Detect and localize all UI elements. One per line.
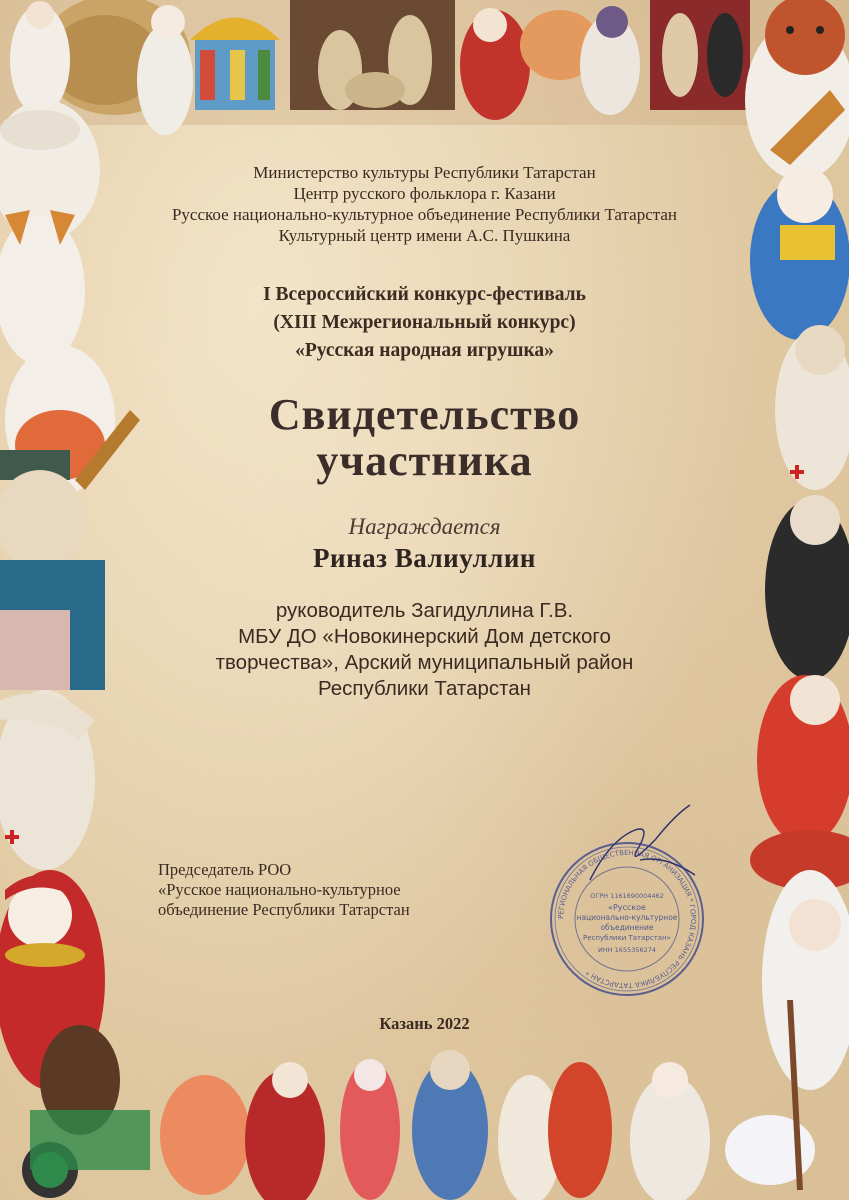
organizer-line: Культурный центр имени А.С. Пушкина	[278, 226, 571, 245]
details-line: руководитель Загидуллина Г.В.	[275, 599, 574, 622]
festival-line: I Всероссийский конкурс-фестиваль	[263, 284, 586, 305]
seal-inner-line: «Русское	[608, 903, 646, 912]
festival-line: (XIII Межрегиональный конкурс)	[273, 312, 576, 333]
chairman-line: объединение Республики Татарстан	[158, 900, 410, 919]
organization-seal	[548, 840, 706, 998]
recipient-details	[0, 598, 849, 702]
details-line: МБУ ДО «Новокинерский Дом детского	[238, 625, 611, 648]
title-line: Свидетельство	[268, 390, 581, 439]
details-line: Республики Татарстан	[318, 677, 531, 700]
awarded-label: Награждается	[348, 514, 501, 539]
organizer-line: Русское национально-культурное объединение Республики Татарстан	[171, 205, 678, 224]
seal-inner-line: национально-культурное	[576, 913, 678, 922]
seal-inner-line: объединение	[600, 923, 654, 932]
seal-outer-text: РЕГИОНАЛЬНАЯ ОБЩЕСТВЕННАЯ ОРГАНИЗАЦИЯ * ГОРОД КАЗАНЬ РЕСПУБЛИКА ТАТАРСТАН *	[556, 848, 698, 990]
seal-ogrn: ОГРН 1161690004462	[590, 892, 664, 900]
seal-inner-line: Республики Татарстан»	[583, 934, 671, 942]
organizers	[0, 162, 849, 246]
chairman-line: Председатель РОО	[158, 860, 292, 879]
certificate-title	[0, 392, 849, 484]
festival-title	[0, 281, 849, 365]
title-line: участника	[316, 436, 533, 485]
organizer-line: Центр русского фольклора г. Казани	[293, 184, 556, 203]
chairman-signature-block	[158, 860, 410, 920]
seal-inn: ИНН 1655356274	[597, 946, 657, 954]
recipient-name: Риназ Валиуллин	[313, 543, 536, 573]
festival-line: «Русская народная игрушка»	[295, 340, 554, 361]
city-year: Казань 2022	[379, 1014, 470, 1033]
chairman-line: «Русское национально-культурное	[158, 880, 401, 899]
organizer-line: Министерство культуры Республики Татарстан	[253, 163, 596, 182]
details-line: творчества», Арский муниципальный район	[215, 651, 634, 674]
